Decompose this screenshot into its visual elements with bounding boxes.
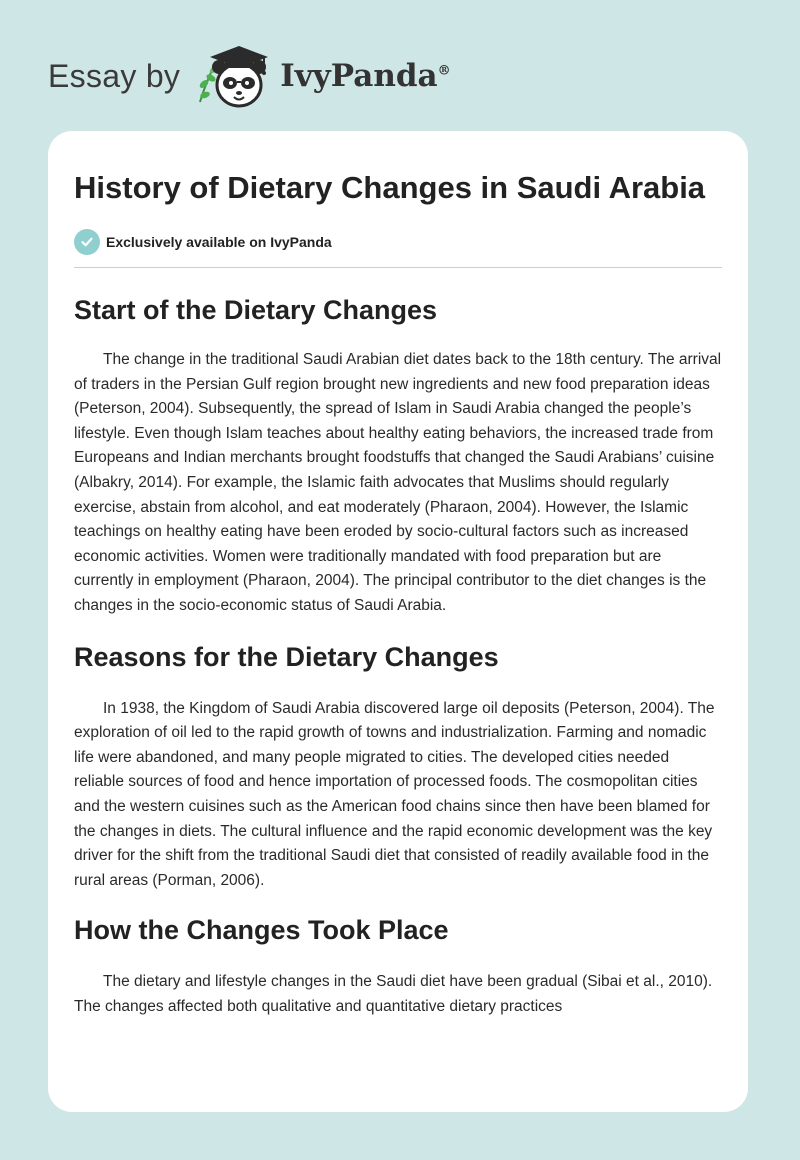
essay-title: History of Dietary Changes in Saudi Arabia — [74, 170, 706, 205]
section-heading-how: How the Changes Took Place — [74, 915, 449, 946]
section-paragraph-how: The dietary and lifestyle changes in the Saudi diet have been gradual (Sibai et al., 2010). The changes affected both qualitative and quantitative dietary practices — [74, 973, 713, 1015]
badge-text: Exclusively available on IvyPanda — [106, 234, 332, 250]
section-heading-reasons: Reasons for the Dietary Changes — [74, 641, 499, 672]
brand-header[interactable] — [48, 36, 451, 116]
section-paragraph-start: The change in the traditional Saudi Arabian diet dates back to the 18th century. The arrival of traders in the Persian Gulf region brought new ingredients and new food preparation ideas (Peterson, 2004). Subsequently, the spread of Islam in Saudi Arabia changed the people’s lifestyle. Even though Islam teaches about healthy eating behaviors, the increased trade from Europeans and Indian merchants brought foodstuffs that changed the Saudi Arabians’ cuisine (Albakry, 2014). For example, the Islamic faith advocates that Muslims should regularly exercise, abstain from alcohol, and eat moderately (Pharaon, 2004). However, the Islamic teachings on healthy eating have been eroded by socio-cultural factors such as increased economic activities. Women were traditionally mandated with food preparation but are currently in employment (Pharaon, 2004). The principal contributor to the diet changes is the changes in the socio-economic status of Saudi Arabia. — [74, 351, 722, 614]
divider — [74, 267, 722, 268]
registered-mark: ® — [437, 63, 451, 79]
brand-prefix: Essay by — [48, 57, 181, 94]
section-paragraph-reasons: In 1938, the Kingdom of Saudi Arabia discovered large oil deposits (Peterson, 2004). The exploration of oil led to the rapid growth of towns and industrialization. Farming and nomadic life were abandoned, and many people migrated to cities. The developed cities needed reliable sources of food and hence importation of processed foods. The cosmopolitan cities and the western cuisines such as the American food chains since then have been blamed for the changes in diets. The cultural influence and the rapid economic development was the key driver for the shift from the traditional Saudi diet that consisted of readily available food in the rural areas (Porman, 2006). — [74, 699, 715, 889]
exclusive-badge — [74, 228, 722, 256]
panda-graduate-icon — [194, 40, 278, 112]
check-circle-icon — [74, 229, 100, 255]
essay-card — [48, 131, 748, 1112]
section-heading-start: Start of the Dietary Changes — [74, 295, 438, 325]
brand-name: IvyPanda® — [280, 58, 451, 94]
